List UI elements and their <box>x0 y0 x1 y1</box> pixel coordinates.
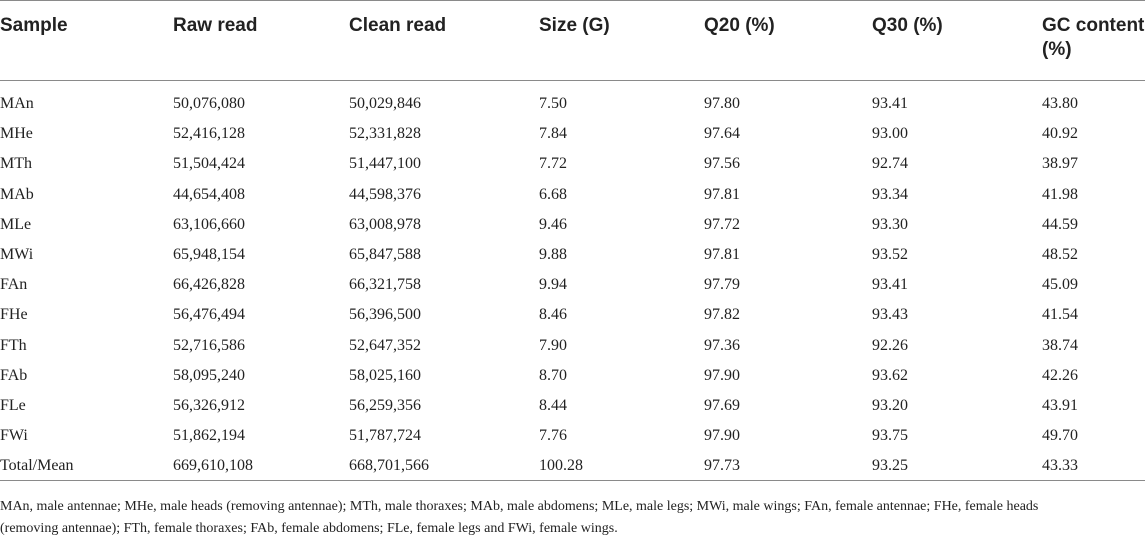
cell-q30: 93.75 <box>872 427 908 444</box>
cell-sample: FTh <box>0 337 27 354</box>
column-header-gc-content <box>1042 14 1144 62</box>
cell-size: 6.68 <box>539 186 567 203</box>
cell-gc-content: 48.52 <box>1042 246 1078 263</box>
cell-q30: 93.00 <box>872 125 908 142</box>
cell-gc-content: 49.70 <box>1042 427 1078 444</box>
cell-clean-read: 58,025,160 <box>349 367 421 384</box>
cell-q20: 97.80 <box>704 95 740 112</box>
cell-gc-content: 40.92 <box>1042 125 1078 142</box>
cell-q20: 97.64 <box>704 125 740 142</box>
cell-q20: 97.82 <box>704 306 740 323</box>
cell-gc-content: 44.59 <box>1042 216 1078 233</box>
column-header-gc-line2: (%) <box>1042 39 1072 60</box>
cell-q30: 93.30 <box>872 216 908 233</box>
cell-raw-read: 44,654,408 <box>173 186 245 203</box>
cell-raw-read: 58,095,240 <box>173 367 245 384</box>
cell-size: 8.44 <box>539 397 567 414</box>
cell-size: 100.28 <box>539 457 583 474</box>
cell-clean-read: 51,447,100 <box>349 155 421 172</box>
cell-gc-content: 43.33 <box>1042 457 1078 474</box>
table-bottom-rule <box>0 480 1145 481</box>
cell-clean-read: 56,396,500 <box>349 306 421 323</box>
cell-q20: 97.90 <box>704 367 740 384</box>
cell-q30: 93.43 <box>872 306 908 323</box>
cell-sample: MTh <box>0 155 32 172</box>
cell-gc-content: 38.74 <box>1042 337 1078 354</box>
cell-sample: MWi <box>0 246 34 263</box>
cell-q20: 97.90 <box>704 427 740 444</box>
cell-raw-read: 51,862,194 <box>173 427 245 444</box>
cell-size: 7.50 <box>539 95 567 112</box>
cell-clean-read: 66,321,758 <box>349 276 421 293</box>
column-header-q30: Q30 (%) <box>872 15 943 36</box>
cell-sample: FAn <box>0 276 28 293</box>
cell-raw-read: 52,416,128 <box>173 125 245 142</box>
cell-q20: 97.36 <box>704 337 740 354</box>
cell-clean-read: 63,008,978 <box>349 216 421 233</box>
cell-q30: 93.62 <box>872 367 908 384</box>
cell-q30: 92.26 <box>872 337 908 354</box>
cell-size: 9.46 <box>539 216 567 233</box>
cell-q20: 97.81 <box>704 246 740 263</box>
cell-clean-read: 65,847,588 <box>349 246 421 263</box>
cell-gc-content: 41.54 <box>1042 306 1078 323</box>
cell-gc-content: 43.91 <box>1042 397 1078 414</box>
cell-raw-read: 56,326,912 <box>173 397 245 414</box>
cell-size: 9.94 <box>539 276 567 293</box>
cell-gc-content: 42.26 <box>1042 367 1078 384</box>
header-top-rule <box>0 0 1145 1</box>
cell-size: 8.46 <box>539 306 567 323</box>
cell-q20: 97.73 <box>704 457 740 474</box>
cell-size: 8.70 <box>539 367 567 384</box>
column-header-sample: Sample <box>0 15 68 36</box>
table-footnote <box>0 496 1140 540</box>
header-bottom-rule <box>0 80 1145 81</box>
cell-gc-content: 41.98 <box>1042 186 1078 203</box>
footnote-line-1: MAn, male antennae; MHe, male heads (removing antennae); MTh, male thoraxes; MAb, male abdomens; MLe, male legs; MWi, male wings; FAn, female antennae; FHe, female heads <box>0 499 1039 514</box>
cell-q30: 93.20 <box>872 397 908 414</box>
cell-raw-read: 66,426,828 <box>173 276 245 293</box>
cell-q20: 97.69 <box>704 397 740 414</box>
cell-size: 7.76 <box>539 427 567 444</box>
cell-size: 7.72 <box>539 155 567 172</box>
cell-size: 9.88 <box>539 246 567 263</box>
cell-clean-read: 50,029,846 <box>349 95 421 112</box>
cell-clean-read: 668,701,566 <box>349 457 429 474</box>
cell-gc-content: 45.09 <box>1042 276 1078 293</box>
cell-sample: FLe <box>0 397 26 414</box>
cell-size: 7.90 <box>539 337 567 354</box>
column-header-gc-line1: GC content <box>1042 15 1145 36</box>
cell-sample: MAn <box>0 95 34 112</box>
cell-sample: MLe <box>0 216 32 233</box>
cell-q30: 93.41 <box>872 276 908 293</box>
cell-clean-read: 52,647,352 <box>349 337 421 354</box>
cell-clean-read: 56,259,356 <box>349 397 421 414</box>
cell-raw-read: 56,476,494 <box>173 306 245 323</box>
cell-clean-read: 51,787,724 <box>349 427 421 444</box>
cell-q20: 97.79 <box>704 276 740 293</box>
cell-raw-read: 52,716,586 <box>173 337 245 354</box>
cell-q30: 92.74 <box>872 155 908 172</box>
column-header-q20: Q20 (%) <box>704 15 775 36</box>
cell-sample: FHe <box>0 306 28 323</box>
cell-q20: 97.56 <box>704 155 740 172</box>
cell-q20: 97.81 <box>704 186 740 203</box>
cell-q30: 93.34 <box>872 186 908 203</box>
cell-raw-read: 63,106,660 <box>173 216 245 233</box>
cell-gc-content: 43.80 <box>1042 95 1078 112</box>
cell-q20: 97.72 <box>704 216 740 233</box>
cell-size: 7.84 <box>539 125 567 142</box>
column-header-raw-read: Raw read <box>173 15 258 36</box>
cell-clean-read: 52,331,828 <box>349 125 421 142</box>
footnote-line-2: (removing antennae); FTh, female thoraxes; FAb, female abdomens; FLe, female legs and FWi, female wings. <box>0 521 618 536</box>
cell-sample: Total/Mean <box>0 457 74 474</box>
cell-clean-read: 44,598,376 <box>349 186 421 203</box>
cell-gc-content: 38.97 <box>1042 155 1078 172</box>
cell-raw-read: 669,610,108 <box>173 457 253 474</box>
cell-q30: 93.52 <box>872 246 908 263</box>
column-header-size: Size (G) <box>539 15 610 36</box>
cell-sample: FWi <box>0 427 28 444</box>
cell-q30: 93.41 <box>872 95 908 112</box>
cell-sample: MHe <box>0 125 33 142</box>
cell-raw-read: 65,948,154 <box>173 246 245 263</box>
cell-sample: FAb <box>0 367 28 384</box>
cell-sample: MAb <box>0 186 34 203</box>
cell-q30: 93.25 <box>872 457 908 474</box>
cell-raw-read: 50,076,080 <box>173 95 245 112</box>
column-header-clean-read: Clean read <box>349 15 447 36</box>
cell-raw-read: 51,504,424 <box>173 155 245 172</box>
